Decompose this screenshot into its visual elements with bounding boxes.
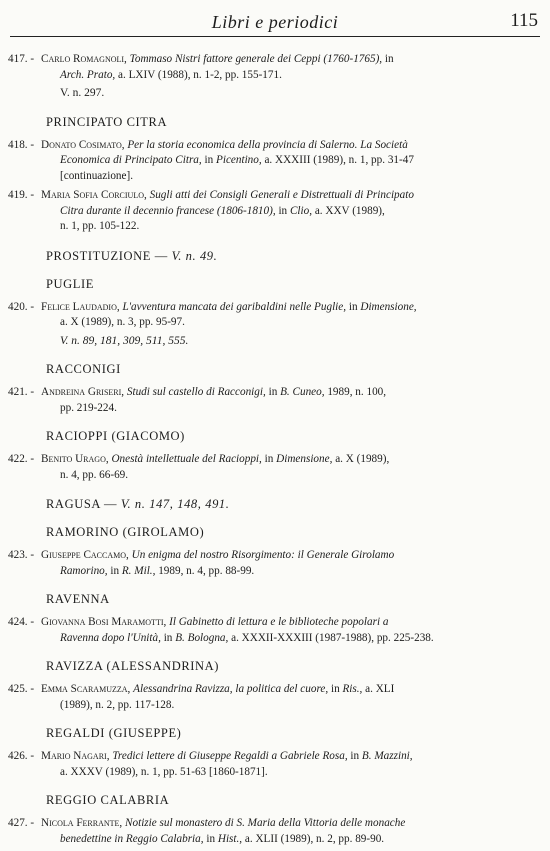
entry-421: [8, 385, 532, 416]
entry-author: Maria Sofia Corciulo,: [41, 189, 147, 201]
section-heading: RAMORINO (GIROLAMO): [46, 525, 205, 539]
entry-citation: a. XXXIII (1989), n. 1, pp. 31-47: [261, 154, 414, 166]
section-heading: PUGLIE: [46, 276, 95, 291]
entry-number: 421. -: [8, 386, 35, 398]
entry-in: in: [328, 683, 343, 695]
entry-citation: a. LXIV (1988), n. 1-2, pp. 155-171.: [115, 68, 282, 81]
entry-title-cont: Ravenna dopo l'Unità,: [60, 631, 161, 644]
entry-title: Tommaso Nistri fattore generale dei Ceppi (1760-1765),: [129, 53, 383, 65]
entry-number: 427. -: [8, 817, 35, 829]
entry-journal: Clio,: [289, 204, 313, 217]
entry-journal: B. Mazzini,: [361, 750, 413, 762]
entry-title-cont: Ramorino,: [60, 564, 108, 577]
entry-pages: pp. 219-224.: [60, 401, 117, 414]
entry-title: Sugli atti dei Consigli Generali e Distrettuali di Principato: [149, 189, 414, 201]
entry-author: Emma Scaramuzza,: [41, 683, 131, 695]
section-heading: RAVIZZA (ALESSANDRINA): [46, 659, 220, 673]
entry-425: [8, 682, 532, 713]
section-heading: [8, 497, 532, 512]
section-heading: REGALDI (GIUSEPPE): [46, 726, 182, 740]
entry-number: 423. -: [8, 549, 35, 561]
entry-title: Per la storia economica della provincia di Salerno. La Società: [127, 138, 408, 151]
entry-citation: a. XXXV (1989), n. 1, pp. 51-63 [1860-1871].: [60, 765, 268, 778]
entry-title: Studi sul castello di Racconigi,: [126, 386, 266, 398]
entry-in: in: [347, 750, 362, 762]
entry-number: 418. -: [8, 138, 35, 151]
entry-citation: 1989, n. 4, pp. 88-99.: [155, 564, 255, 577]
entry-in: in: [203, 832, 218, 845]
entry-title-cont: Economica di Principato Citra,: [60, 154, 202, 166]
entry-427: [8, 816, 532, 847]
entry-author: Donato Cosimato,: [41, 138, 125, 151]
entry-author: Carlo Romagnoli,: [41, 53, 127, 65]
entry-author: Giuseppe Caccamo,: [41, 549, 129, 561]
entry-journal: Picentino,: [216, 154, 262, 166]
entry-in: in: [275, 204, 290, 217]
entry-in: in: [160, 631, 176, 644]
entry-citation: a. XLI: [362, 683, 395, 695]
cross-reference: V. n. 89, 181, 309, 511, 555.: [60, 334, 189, 347]
entry-426: [8, 749, 532, 780]
entry-424: [8, 615, 532, 646]
entry-citation: 1989, n. 100,: [324, 386, 387, 398]
entry-journal: Dimensione,: [276, 453, 333, 465]
entry-number: 419. -: [8, 189, 35, 201]
entry-in: in: [382, 53, 394, 65]
entry-title-cont: Citra durante il decennio francese (1806-1810),: [60, 204, 276, 217]
entry-title: Il Gabinetto di lettura e le biblioteche popolari a: [169, 616, 389, 628]
entry-in: in: [107, 564, 122, 577]
entry-author: Nicola Ferrante,: [41, 817, 123, 829]
entry-number: 417. -: [8, 53, 35, 65]
entry-journal: B. Bologna,: [175, 631, 229, 644]
entry-in: in: [346, 300, 361, 313]
entry-citation: a. XLII (1989), n. 2, pp. 89-90.: [242, 832, 385, 845]
page-header: [10, 10, 540, 37]
entry-journal: Hist.,: [217, 832, 243, 845]
entry-423: [8, 548, 532, 579]
entry-citation: a. XXV (1989),: [312, 204, 385, 217]
section-heading: RACIOPPI (GIACOMO): [46, 429, 185, 443]
entry-author: Mario Nagari,: [41, 750, 110, 762]
cross-reference: V. n. 297.: [60, 87, 105, 99]
entry-journal: R. Mil.,: [121, 564, 156, 577]
entry-in: in: [201, 154, 216, 166]
entry-number: 422. -: [8, 453, 35, 465]
entry-number: 425. -: [8, 683, 35, 695]
entry-title: Un enigma del nostro Risorgimento: il Generale Girolamo: [131, 549, 395, 561]
entry-pages: n. 1, pp. 105-122.: [60, 220, 140, 232]
entry-journal: Arch. Prato,: [60, 68, 116, 81]
entry-note: [continuazione].: [60, 169, 133, 182]
entry-author: Benito Urago,: [41, 453, 109, 465]
entry-author: Giovanna Bosi Maramotti,: [41, 616, 167, 628]
entry-title: Onestà intellettuale del Racioppi,: [111, 453, 262, 465]
entry-422: [8, 452, 532, 483]
page-number: 115: [510, 10, 538, 31]
entry-journal: Ris.,: [342, 683, 363, 695]
entry-citation: a. XXXII-XXXIII (1987-1988), pp. 225-238.: [228, 631, 434, 644]
entry-title: Notizie sul monastero di S. Maria della Vittoria delle monache: [125, 817, 406, 829]
entry-journal: B. Cuneo,: [280, 386, 325, 398]
entry-author: Felice Laudadio,: [41, 300, 120, 313]
entry-420: [8, 300, 532, 350]
heading-label: RAGUSA —: [46, 497, 121, 511]
entry-number: 424. -: [8, 616, 35, 628]
entry-author: Andreina Griseri,: [41, 386, 125, 398]
entry-title: Alessandrina Ravizza, la politica del cuore,: [133, 683, 329, 695]
bibliography-list: [8, 52, 532, 851]
entry-journal: Dimensione,: [360, 300, 417, 313]
section-heading: RAVENNA: [46, 592, 110, 606]
heading-label: PROSTITUZIONE —: [46, 248, 172, 263]
entry-419: [8, 188, 532, 235]
entry-title-cont: benedettine in Reggio Calabria,: [60, 832, 204, 845]
entry-in: in: [265, 386, 281, 398]
entry-417: [8, 52, 532, 102]
section-heading: REGGIO CALABRIA: [46, 793, 170, 807]
section-heading: RACCONIGI: [46, 362, 121, 376]
running-title: Libri e periodici: [211, 12, 339, 32]
section-heading: [8, 249, 532, 264]
section-heading: PRINCIPATO CITRA: [46, 114, 168, 129]
entry-title: Tredici lettere di Giuseppe Regaldi a Gabriele Rosa,: [112, 750, 348, 762]
heading-reference: V. n. 147, 148, 491.: [120, 497, 230, 511]
entry-number: 426. -: [8, 750, 35, 762]
entry-citation: a. X (1989),: [332, 453, 390, 465]
entry-number: 420. -: [8, 300, 35, 313]
entry-pages: n. 4, pp. 66-69.: [60, 468, 129, 481]
entry-in: in: [261, 453, 277, 465]
entry-pages: (1989), n. 2, pp. 117-128.: [60, 698, 175, 711]
entry-418: [8, 138, 532, 185]
entry-citation: a. X (1989), n. 3, pp. 95-97.: [60, 316, 185, 328]
entry-title: L'avventura mancata dei garibaldini nelle Puglie,: [122, 300, 347, 313]
heading-reference: V. n. 49.: [171, 248, 218, 263]
